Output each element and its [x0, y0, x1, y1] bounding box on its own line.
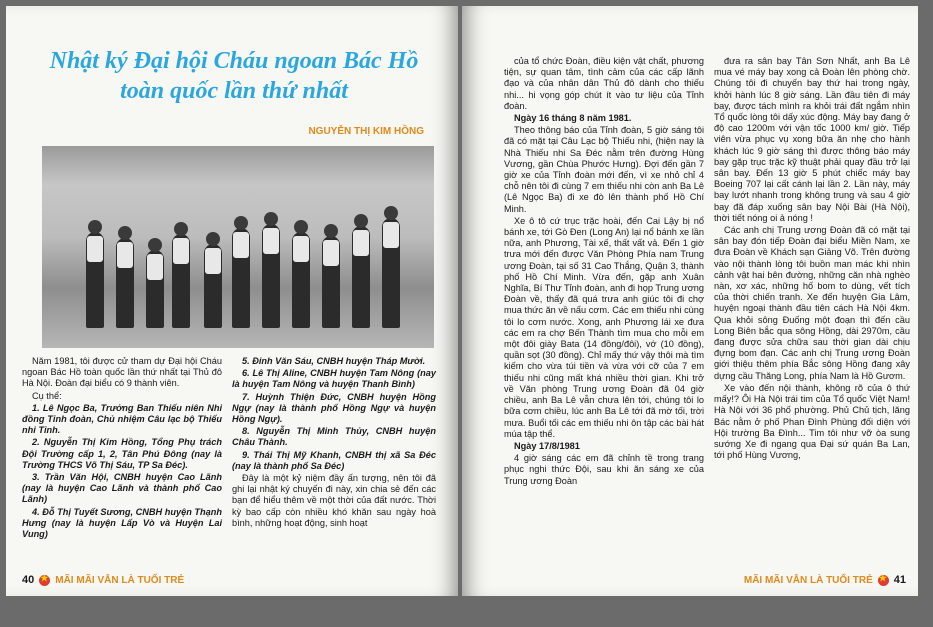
youth-union-logo-icon [878, 575, 889, 586]
right-column-1 [504, 56, 704, 488]
title-line-2: toàn quốc lần thứ nhất [120, 78, 348, 104]
date-heading: Ngày 16 tháng 8 năm 1981. [514, 113, 632, 124]
paragraph: Xe ô tô cứ trục trặc hoài, đến Cai Lậy bị nổ bánh xe, tới Gò Đen (Long An) lại nổ bánh xe lần nữa, anh Phương, Tài xế, thất vất vả. Đến 1 giờ trưa mới đến được Văn Phòng Phía nam Trung ương Đoàn, tại số 31 Cao Thắng, Quận 3, thành phố Hồ Chí Minh. Vừa đến, gặp anh Xuân Nghĩa, Bí Thư Tỉnh đoàn, anh đi họp Trung ương Đoàn về, thấy đã quá trưa anh giúc tôi đi chợ mua thức ăn về nấu cơm. Các em thiếu nhi cùng tôi lo cơm nước. Xong, anh Phương lái xe đưa các em ra chợ Bến Thành tìm mua cho mỗi em một đôi giày Bata (14 đồng/đôi), vớ (10 đồng), quần sọt (30 đồng). Chỉ mấy thứ vậy thôi mà tìm kiếm cho vừa túi tiền và vừa với cỡ của 7 em thiếu nhi cũng mất khá nhiều thời gian. Khi trở về Văn phòng Trung ương Đoàn đã 04 giờ chiều, anh Ba Lê vẫn chưa lên tới, chúng tôi lo bữa cơm chiều, lúc anh Ba Lê tới đã mờ tối, trời mưa. Buổi tối các em thiếu nhi ôn tập các bài hát múa tập thể. [504, 215, 704, 439]
paragraph: Năm 1981, tôi được cử tham dự Đại hội Cháu ngoan Bác Hồ toàn quốc lần thứ nhất tại Thủ đô Hà Nội. Đoàn đại biểu có 9 thành viên. [22, 356, 222, 389]
right-page [462, 6, 918, 596]
footer-text: MÃI MÃI VẪN LÀ TUỔI TRẺ [743, 574, 873, 586]
photo-background [42, 146, 434, 186]
youth-union-logo-icon [39, 575, 50, 586]
article-title [34, 46, 434, 106]
date-heading: Ngày 17/8/1981 [514, 440, 580, 451]
photo-figure [116, 238, 134, 328]
right-footer [744, 574, 906, 586]
left-page [6, 6, 458, 596]
photo-figure [382, 218, 400, 328]
paragraph: Theo thông báo của Tỉnh đoàn, 5 giờ sáng tôi đã có mặt tại Câu Lạc bộ Thiếu nhi, (hiện nay là Nhà Thiếu nhi Sa Đéc nằm trên đường Hùng Vương, gần Chùa Phước Hưng). Đợi đến gần 7 giờ xe của Tỉnh đoàn mới đến, vì xe nhỏ chỉ 4 chỗ nên tôi đi cùng 7 em thiếu nhi còn anh Ba Lê (Lê Ngọc Ba) đi xe đò lên thành phố Hồ Chí Minh. [504, 125, 704, 214]
member-entry: 7. Huỳnh Thiện Đức, CNBH huyện Hồng Ngự (nay là thành phố Hồng Ngự và huyện Hồng Ngự). [232, 391, 436, 425]
left-footer [22, 574, 184, 586]
page-number: 41 [893, 574, 906, 586]
member-entry: 1. Lê Ngọc Ba, Trưởng Ban Thiếu niên Nhi đồng Tỉnh đoàn, Chủ nhiệm Câu lạc bộ Thiếu nhi Tỉnh. [22, 402, 222, 436]
paragraph: Xe vào đến nội thành, không rõ của ô thứ mấy!? Ôi Hà Nội trái tim của Tổ quốc Việt Nam! Hà Nội với 36 phố phường. Phủ Chủ tịch, lăng Bác nằm ở phố Phan Đình Phùng đối diện với Hội trường Ba Đình... Tim tôi như vỡ òa sung sướng Xe đi ngang qua Đại sứ quán Ba Lan, tới phố Hùng Vương, [714, 382, 910, 461]
member-entry: 5. Đinh Văn Sáu, CNBH huyện Tháp Mười. [242, 356, 426, 366]
paragraph: Cụ thể: [32, 390, 62, 401]
photo-figure [146, 250, 164, 328]
photo-figure [86, 232, 104, 328]
left-column-2 [232, 356, 436, 530]
photo-figure [172, 234, 190, 328]
photo-figure [232, 228, 250, 328]
author-name: NGUYỄN THỊ KIM HỒNG [308, 126, 424, 137]
photo-figure [322, 236, 340, 328]
paragraph: Đây là một kỷ niệm đầy ấn tượng, nên tôi đã ghi lại nhật ký chuyến đi này, xin chia sẻ đến các bạn để hiểu thêm về một thời của đất nước. Thời kỳ bao cấp còn nhiều khó khăn sau ngày hoà bình, những hoạt động, sinh hoạt [232, 473, 436, 528]
member-entry: 9. Thái Thị Mỹ Khanh, CNBH thị xã Sa Đéc (nay là thành phố Sa Đéc) [232, 449, 436, 471]
member-entry: 4. Đỗ Thị Tuyết Sương, CNBH huyện Thạnh Hưng (nay là huyện Lấp Vò và Huyện Lai Vung) [22, 506, 222, 540]
group-photo [42, 146, 434, 348]
left-column-1 [22, 356, 222, 541]
page-number: 40 [22, 574, 35, 586]
paragraph: 4 giờ sáng các em đã chỉnh tề trong trang phục nghi thức Đội, sau khi ăn sáng xe của Trung ương Đoàn [504, 453, 704, 486]
paragraph: đưa ra sân bay Tân Sơn Nhất, anh Ba Lê mua vé máy bay xong cả Đoàn lên phòng chờ. Chúng tôi đi chuyến bay thứ hai trong ngày, khởi hành lúc 8 giờ sáng. Lần đầu tiên đi máy bay, được tách mình ra khỏi trái đất ngắm nhìn Tổ quốc lòng tôi dấy xúc động. Máy bay đang ở độ cao 1200m với vận tốc 1000 km/ giờ. Tiếp viên vừa phục vụ xong bữa ăn nhẹ cho hành khách lúc 9 giờ sáng thì được thông báo máy bay gặp trục trặc kỹ thuật phải quay đầu trở lại sân bay. Đến 13 giờ 5 phút chiếc máy bay Boeing 707 lại cất cánh lại lần 2. Lần này, máy bay lướt nhanh trong không trung và sau 4 giờ bay đã đáp xuống sân bay Nội Bài (Hà Nội), thời tiết nóng oi ả nóng ! [714, 56, 910, 223]
paragraph: của tổ chức Đoàn, điều kiện vật chất, phương tiện, sự quan tâm, tình cảm của các cấp lãnh đạo và của nhân dân Thủ đô dành cho thiếu nhi... hi vọng góp chút ít vào tư liệu của Tỉnh đoàn. [504, 56, 704, 111]
member-entry: 6. Lê Thị Aline, CNBH huyện Tam Nông (nay là huyện Tam Nông và huyện Thanh Bình) [232, 368, 436, 390]
photo-figure [292, 232, 310, 328]
right-column-2 [714, 56, 910, 462]
photo-figure [352, 226, 370, 328]
photo-figure [204, 244, 222, 328]
footer-text: MÃI MÃI VẪN LÀ TUỔI TRẺ [55, 574, 185, 586]
member-entry: 3. Trần Văn Hội, CNBH huyện Cao Lãnh (nay là huyện Cao Lãnh và thành phố Cao Lãnh) [22, 472, 222, 505]
title-line-1: Nhật ký Đại hội Cháu ngoan Bác Hồ [49, 48, 419, 74]
member-entry: 2. Nguyễn Thị Kim Hồng, Tổng Phụ trách Đội Trường cấp 1, 2, Tân Phú Đông (nay là Trường THCS Võ Thị Sáu, TP Sa Đéc). [22, 437, 222, 470]
paragraph: Các anh chị Trung ương Đoàn đã có mặt tại sân bay đón tiếp Đoàn đại biểu Miền Nam, xe đưa Đoàn về Khách sạn Giảng Võ. Trên đường vào nội thành lòng tôi buồn man mác khi nhìn cảnh vật hai bên đường, những căn nhà nghèo nàn, xơ xác, những hố bom to dùng, vết tích của thời chiến tranh. Xe đến huyện Gia Lâm, huyện ngoại thành đầu tiên cách Hà Nội 4km. Qua khỏi sông Đuống một đoạn thì đến cầu Long Biên bắc qua sông Hồng, dài 2970m, cầu đang được sửa chữa sau thời gian dài chịu đựng bom đạn. Các anh chị Trung ương Đoàn giới thiệu thêm phía Bắc sông Hồng đang xây dựng cầu Thăng Long, phía Nam là Hồ Gươm. [714, 225, 910, 381]
member-entry: 8. Nguyễn Thị Minh Thủy, CNBH huyện Châu Thành. [232, 426, 436, 448]
photo-figure [262, 224, 280, 328]
